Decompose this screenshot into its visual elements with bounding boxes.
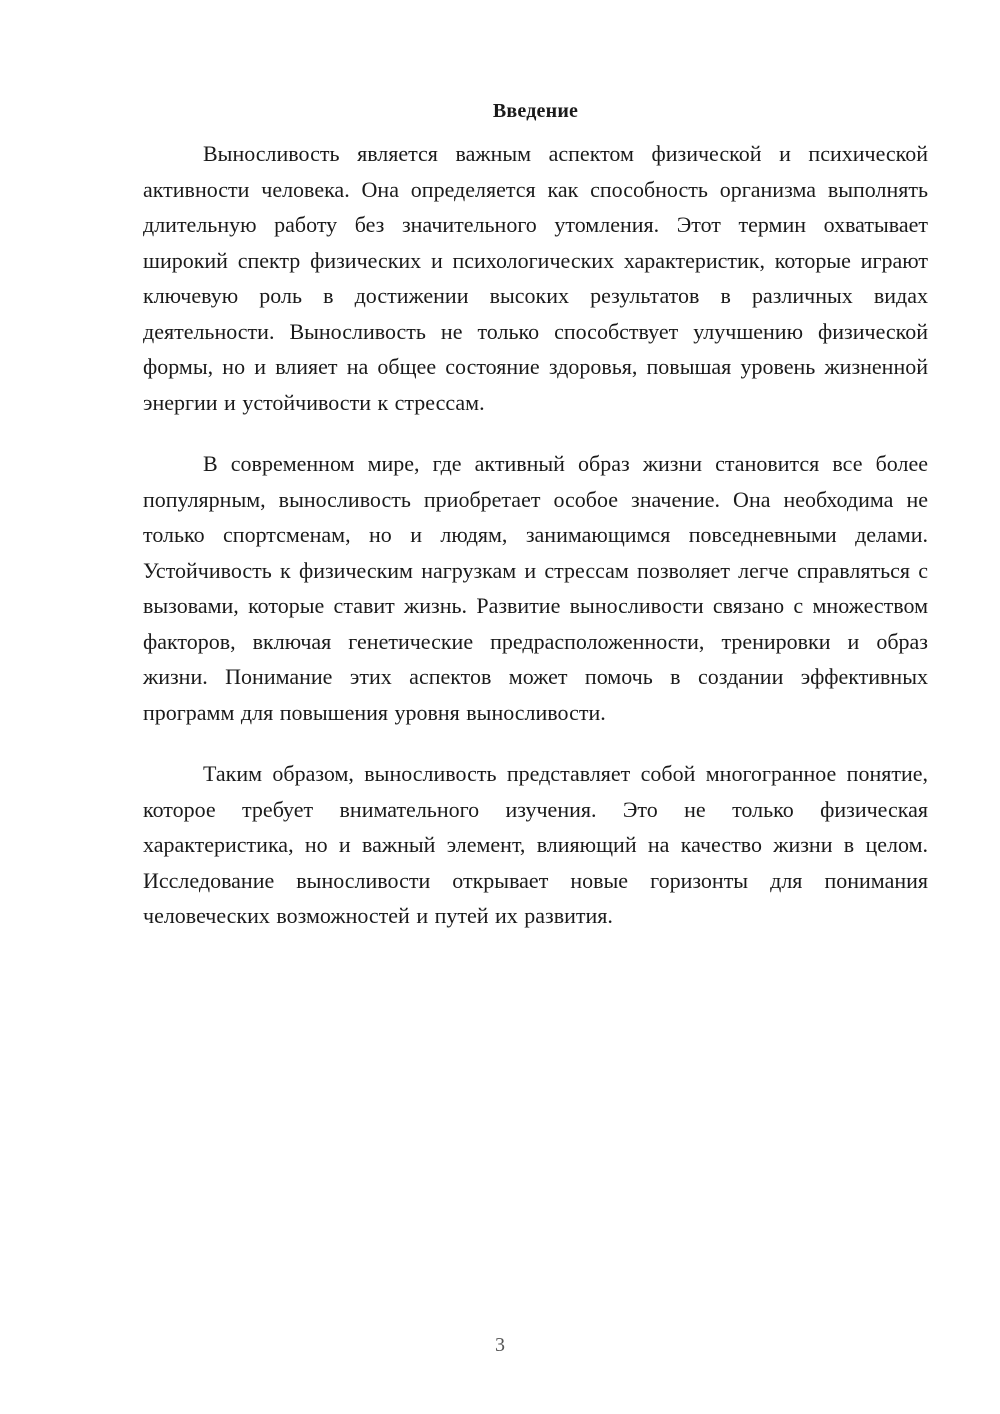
paragraph-2: В современном мире, где активный образ жизни становится все более популярным, выносливость приобретает особое значение. Она необходима не только спортсменам, но и людям, занимающимся повседневными делами. Устойчивость к физическим нагрузкам и стрессам позволяет легче справляться с вызовами, которые ставит жизнь. Развитие выносливости связано с множеством факторов, включая генетические предрасположенности, тренировки и образ жизни. Понимание этих аспектов может помочь в создании эффективных программ для повышения уровня выносливости. [143, 451, 928, 725]
page-content [143, 96, 928, 960]
page-number: 3 [495, 1334, 505, 1356]
section-title: Введение [492, 100, 579, 122]
paragraph-1: Выносливость является важным аспектом физической и психической активности человека. Она определяется как способность организма выполнять длительную работу без значительного утомления. Этот термин охватывает широкий спектр физических и психологических характеристик, которые играют ключевую роль в достижении высоких результатов в различных видах деятельности. Выносливость не только способствует улучшению физической формы, но и влияет на общее состояние здоровья, повышая уровень жизненной энергии и устойчивости к стрессам. [143, 141, 928, 415]
paragraph-3: Таким образом, выносливость представляет собой многогранное понятие, которое требует внимательного изучения. Это не только физическая характеристика, но и важный элемент, влияющий на качество жизни в целом. Исследование выносливости открывает новые горизонты для понимания человеческих возможностей и путей их развития. [143, 761, 928, 928]
